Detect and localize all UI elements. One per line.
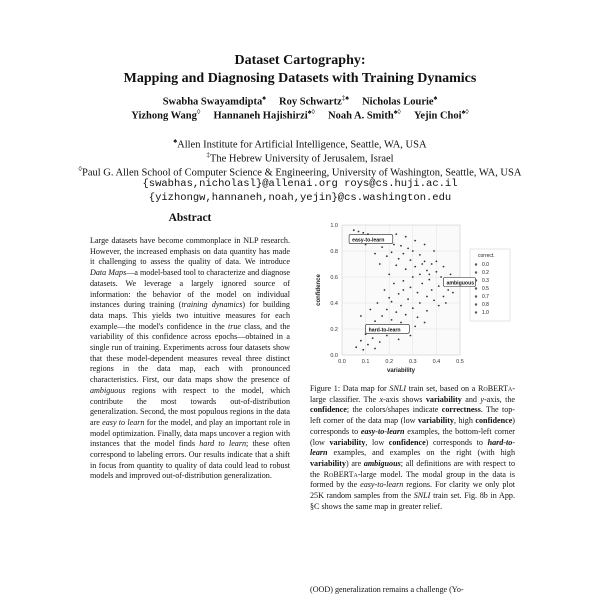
data-point — [398, 258, 400, 260]
caption-segment: hard-to-learn — [310, 437, 516, 458]
data-point — [386, 309, 388, 311]
data-point — [426, 310, 428, 312]
data-point — [395, 311, 397, 313]
data-point — [362, 232, 364, 234]
legend-title: correct. — [478, 253, 495, 259]
data-point — [400, 245, 402, 247]
data-point — [424, 244, 426, 246]
annotation-easy-to-learn: easy-to-learn — [352, 237, 385, 244]
abstract-segment: ) for building data maps. This yields two intuitive measures for each example—the model's confidence in the — [90, 300, 290, 331]
data-point — [393, 283, 395, 285]
caption-segment: ambiguous — [363, 458, 401, 468]
x-tick-label: 0.0 — [338, 359, 346, 365]
figure-caption — [310, 384, 515, 512]
data-point — [433, 300, 435, 302]
legend-marker — [475, 263, 477, 265]
data-point — [443, 296, 445, 298]
author-mark: ♠ — [433, 94, 438, 102]
data-map-chart — [310, 215, 515, 375]
data-point — [410, 335, 412, 337]
legend-marker — [475, 311, 477, 313]
x-tick-label: 0.2 — [385, 359, 394, 365]
legend-entry: 0.8 — [482, 302, 489, 308]
caption-segment: easy-to-learn — [360, 480, 404, 490]
data-point — [405, 314, 407, 316]
legend-entry: 0.0 — [482, 262, 489, 268]
x-tick-label: 0.5 — [456, 359, 464, 365]
data-point — [410, 287, 412, 289]
caption-segment: . The top-left corner of the data map (low — [310, 405, 515, 426]
data-point — [395, 233, 397, 235]
abstract-segment: Data Maps — [90, 268, 127, 278]
data-point — [402, 253, 404, 255]
x-tick-label: 0.3 — [408, 359, 417, 365]
legend-entry: 1.0 — [482, 310, 489, 316]
author-mark: ‡♠ — [341, 94, 349, 102]
data-point — [447, 289, 449, 291]
data-point — [445, 302, 447, 304]
data-point — [436, 271, 438, 273]
author-name: Noah A. Smith — [328, 110, 394, 122]
abstract-segment: ; these often correspond to labeling errors. Our results indicate that a shift in focus from quantity to quality of data could lead to robust models and improved out-of-distribution generalization. — [90, 439, 290, 481]
caption-segment: train set, based on a — [406, 384, 479, 393]
affiliation-mark: ◊ — [78, 165, 83, 173]
x-tick-label: 0.1 — [361, 359, 370, 365]
data-point — [362, 349, 364, 351]
data-point — [372, 337, 374, 339]
data-point — [433, 250, 435, 252]
paper-title-line1: Dataset Cartography: — [234, 53, 366, 68]
author-mark: ◊ — [196, 108, 201, 116]
data-point — [393, 244, 395, 246]
author-mark: ♠◊ — [307, 108, 315, 116]
caption-segment: ) corresponds to — [425, 437, 488, 447]
data-point — [414, 326, 416, 328]
affiliation-mark: ♠ — [173, 137, 178, 145]
author-mark: ♠◊ — [461, 108, 469, 116]
affiliation-mark: ‡ — [206, 151, 210, 159]
data-point — [428, 274, 430, 276]
data-point — [419, 302, 421, 304]
caption-segment: confidence — [388, 437, 426, 447]
y-tick-label: 0.0 — [330, 353, 338, 359]
data-point — [407, 248, 409, 250]
data-point — [417, 292, 419, 294]
caption-segment: regions. For clarity we only plot 25K random samples from the — [310, 480, 515, 501]
data-point — [436, 261, 438, 263]
data-point — [367, 344, 369, 346]
data-point — [402, 280, 404, 282]
caption-segment: ; the colors/shapes indicate — [346, 405, 442, 415]
y-tick-label: 0.4 — [330, 301, 338, 307]
caption-segment: ) corresponds to — [310, 416, 515, 436]
y-tick-label: 0.8 — [330, 249, 338, 255]
affiliation-text: Allen Institute for Artificial Intelligence, Seattle, WA, USA — [177, 139, 427, 151]
caption-segment: confidence — [475, 416, 513, 426]
caption-segment: -axis shows — [383, 394, 426, 404]
abstract-segment: class, and the variability of this confidence across epochs—obtained in a single run of training. Experiments across four datasets show that these model-dependent measures reveal three distinct regions in the data map, each with pronounced characteristics. First, our data maps show the presence of — [90, 321, 290, 385]
legend-marker — [475, 287, 477, 289]
author-name: Nicholas Lourie — [362, 96, 434, 108]
caption-segment: -axis, the — [483, 394, 516, 404]
caption-segment: y — [480, 394, 484, 404]
abstract-heading: Abstract — [168, 212, 212, 224]
data-point — [355, 346, 357, 348]
caption-segment: easy-to-learn — [360, 426, 405, 436]
data-point — [414, 240, 416, 242]
data-point — [400, 322, 402, 324]
data-point — [388, 297, 390, 299]
data-point — [395, 264, 397, 266]
data-point — [438, 285, 440, 287]
data-point — [452, 292, 454, 294]
data-point — [426, 270, 428, 272]
data-point — [374, 348, 376, 350]
y-axis-label: confidence — [316, 274, 322, 306]
caption-segment: variability — [329, 437, 366, 447]
plot-area — [342, 225, 460, 355]
data-point — [379, 263, 381, 265]
data-point — [374, 320, 376, 322]
annotation-hard-to-learn: hard-to-learn — [368, 327, 401, 334]
legend-entry: 0.5 — [482, 286, 489, 292]
data-point — [381, 246, 383, 248]
abstract-segment: regions with respect to the model, which contribute the most towards out-of-distribution generalization. Second, the most populous regions in the data are — [90, 385, 290, 427]
data-point — [440, 276, 442, 278]
data-point — [431, 263, 433, 265]
data-point — [391, 301, 393, 303]
legend-entry: 0.7 — [482, 294, 489, 300]
data-point — [428, 279, 430, 281]
x-axis-label: variability — [386, 368, 416, 374]
caption-segment: SNLI — [389, 384, 407, 393]
caption-segment: Figure 1: Data map for — [310, 384, 390, 393]
y-tick-label: 0.6 — [330, 275, 338, 281]
abstract-segment: training dynamics — [181, 300, 243, 310]
abstract-segment: hard to learn — [199, 439, 247, 449]
data-point — [450, 274, 452, 276]
y-tick-label: 1.0 — [330, 223, 338, 229]
caption-segment: RoBERTa — [478, 384, 513, 393]
author-name: Yejin Choi — [414, 110, 462, 122]
body-text-start: (OOD) generalization remains a challenge (Yo- — [310, 585, 464, 594]
data-point — [374, 253, 376, 255]
data-point — [379, 341, 381, 343]
data-point — [414, 266, 416, 268]
data-point — [426, 296, 428, 298]
caption-segment: variability — [417, 416, 454, 426]
caption-segment: confidence — [310, 405, 347, 415]
data-point — [377, 302, 379, 304]
data-point — [353, 229, 355, 231]
data-point — [421, 263, 423, 265]
legend-marker — [475, 271, 477, 273]
data-point — [405, 268, 407, 270]
abstract-segment: true — [227, 321, 242, 331]
author-name: Hannaneh Hajishirzi — [213, 110, 308, 122]
caption-segment: RoBERTa — [323, 469, 358, 479]
data-point — [407, 298, 409, 300]
abstract-segment: —a model-based tool to characterize and diagnose datasets. We leverage a largely ignored source of information: the behavior of the model on individual instances during training ( — [90, 268, 291, 310]
affiliation-text: Paul G. Allen School of Computer Science & Engineering, University of Washington, Seattle, WA, USA — [82, 167, 522, 179]
email-line-2: {yizhongw,hannaneh,noah,yejin}@cs.washington.edu — [148, 192, 452, 204]
caption-segment: correctness — [441, 405, 481, 415]
data-point — [405, 236, 407, 238]
affiliation-text: The Hebrew University of Jerusalem, Israel — [209, 153, 394, 165]
author-name: Yizhong Wang — [131, 110, 197, 122]
data-point — [412, 307, 414, 309]
data-point — [431, 289, 433, 291]
caption-segment: train set. Fig. 8b in App. §C shows the same map in greater relief. — [310, 491, 515, 511]
abstract-segment: ambiguous — [90, 385, 126, 395]
email-line-1: {swabhas,nicholasl}@allenai.org roys@cs.huji.ac.il — [142, 178, 458, 190]
data-point — [386, 255, 388, 257]
author-mark: ♠ — [262, 94, 266, 102]
caption-segment: ; all definitions are with respect to the — [310, 458, 515, 479]
legend-marker — [475, 303, 477, 305]
caption-segment: examples, and examples on the right (with high — [327, 448, 515, 458]
data-point — [360, 315, 362, 317]
author-name: Roy Schwartz — [279, 96, 342, 108]
y-tick-label: 0.2 — [330, 327, 338, 333]
caption-segment: examples, the bottom-left corner (low — [310, 426, 516, 447]
author-name: Swabha Swayamdipta — [162, 96, 263, 108]
data-point — [412, 276, 414, 278]
abstract-segment: for the model, and play an important role in model optimization. Finally, data maps uncover a region with instances that the model finds — [90, 417, 291, 449]
caption-segment: x — [379, 394, 384, 404]
abstract-segment: Large datasets have become commonplace in NLP research. However, the increased emphasis on data quantity has made it challenging to assess the quality of data. We introduce — [90, 236, 290, 267]
author-line-2 — [0, 105, 600, 124]
data-point — [391, 251, 393, 253]
data-point — [410, 259, 412, 261]
data-point — [381, 315, 383, 317]
data-point — [400, 305, 402, 307]
legend-entry: 0.2 — [482, 270, 489, 276]
data-point — [417, 316, 419, 318]
abstract-body — [90, 236, 290, 482]
data-point — [419, 254, 421, 256]
data-point — [424, 261, 426, 263]
data-point — [386, 335, 388, 337]
data-point — [421, 283, 423, 285]
caption-segment: -large model. The modal group in the data is formed by the — [310, 469, 515, 490]
data-point — [398, 339, 400, 341]
abstract-segment: easy to learn — [102, 417, 145, 427]
caption-segment: variability — [310, 458, 346, 468]
data-point — [443, 266, 445, 268]
x-tick-label: 0.4 — [432, 359, 441, 365]
data-point — [369, 309, 371, 311]
legend-marker — [475, 295, 477, 297]
data-point — [412, 250, 414, 252]
legend-box — [470, 249, 510, 321]
data-point — [438, 305, 440, 307]
data-point — [388, 274, 390, 276]
caption-segment: and — [461, 394, 481, 404]
data-point — [360, 340, 362, 342]
caption-segment: variability — [425, 394, 462, 404]
data-point — [384, 289, 386, 291]
caption-segment: , low — [365, 437, 389, 447]
caption-segment: SNLI — [413, 491, 431, 501]
data-point — [398, 293, 400, 295]
data-point — [365, 333, 367, 335]
annotation-ambiguous: ambiguous — [446, 280, 475, 287]
paper-title-line2: Mapping and Diagnosing Datasets with Training Dynamics — [123, 71, 477, 86]
data-point — [358, 231, 360, 233]
author-mark: ♠◊ — [393, 108, 401, 116]
caption-segment: ) are — [345, 458, 364, 468]
data-point — [402, 289, 404, 291]
data-point — [419, 274, 421, 276]
legend-entry: 0.3 — [482, 278, 489, 284]
caption-segment: -large classifier. The — [310, 384, 515, 404]
data-point — [424, 322, 426, 324]
caption-segment: , high — [453, 416, 476, 426]
data-point — [391, 319, 393, 321]
